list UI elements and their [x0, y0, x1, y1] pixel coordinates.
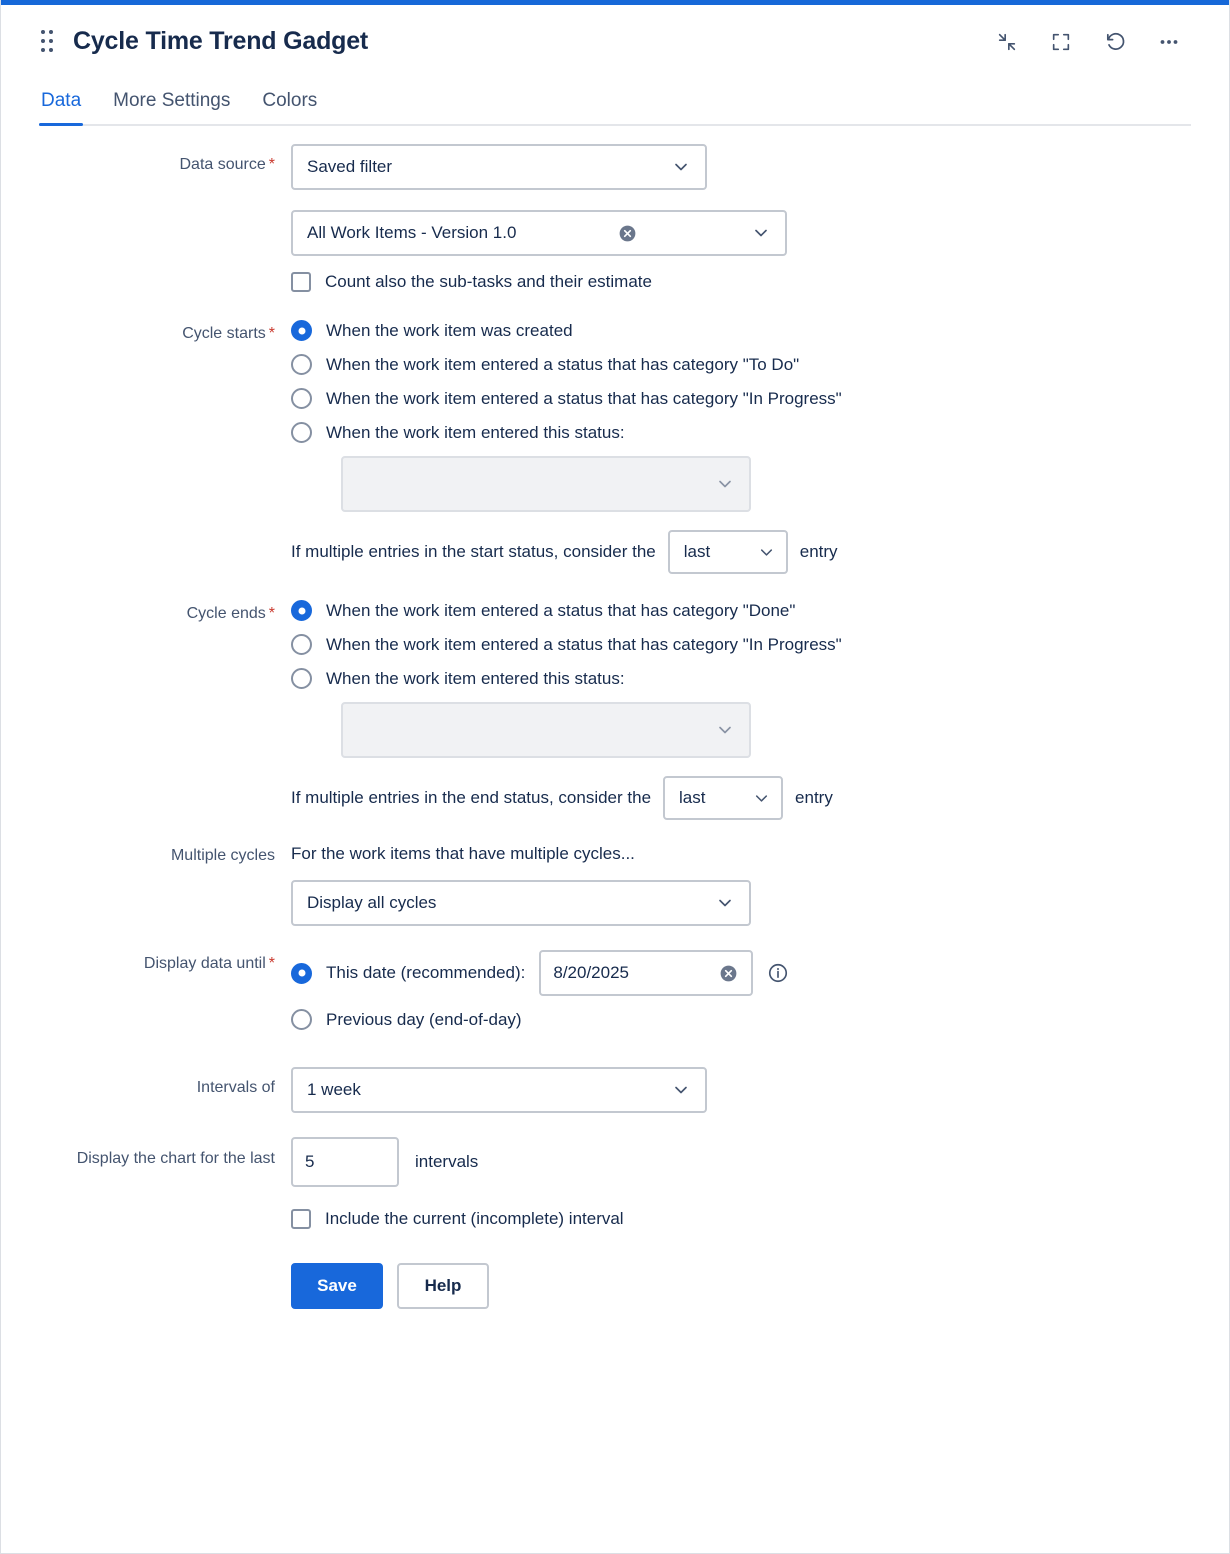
info-icon[interactable]: [767, 962, 789, 984]
gadget-header: [1, 5, 1229, 62]
cycle-starts-status-wrap: [341, 456, 1191, 512]
cycle-ends-option-2-label: When the work item entered this status:: [326, 668, 625, 688]
config-form: [1, 126, 1229, 1363]
row-multiple-cycles: [39, 844, 1191, 926]
label-multiple-cycles: [39, 844, 291, 867]
display-until-date-label: This date (recommended):: [326, 963, 526, 982]
display-until-date-value: 8/20/2025: [553, 963, 630, 982]
label-cycle-ends: [39, 600, 291, 625]
label-intervals-of: [39, 1067, 291, 1099]
cycle-starts-option-0-label: When the work item was created: [326, 320, 573, 340]
cycle-starts-status-select[interactable]: [341, 456, 751, 512]
cycle-starts-option-2-label: When the work item entered a status that has category "In Progress": [326, 388, 842, 408]
subtasks-checkbox-label: Count also the sub-tasks and their estimate: [325, 272, 652, 291]
header-actions: [993, 28, 1205, 56]
page-title: Cycle Time Trend Gadget: [73, 27, 369, 55]
chevron-down-icon: [715, 474, 735, 494]
label-data-source: [39, 144, 291, 176]
row-data-source: [39, 144, 1191, 292]
cycle-ends-option-0-label: When the work item entered a status that has category "Done": [326, 600, 796, 620]
chevron-down-icon: [757, 543, 776, 562]
chevron-down-icon: [715, 893, 735, 913]
label-display-data-until: [39, 950, 291, 975]
radio-cycle-ends-done[interactable]: [291, 600, 312, 621]
radio-cycle-starts-created[interactable]: [291, 320, 312, 341]
label-chart-last: [39, 1137, 291, 1170]
save-button[interactable]: Save: [291, 1263, 383, 1309]
fullscreen-icon[interactable]: [1047, 28, 1075, 56]
label-multiple-cycles-text: Multiple cycles: [170, 847, 275, 864]
data-source-type-value: Saved filter: [307, 157, 393, 176]
cycle-starts-option-todo[interactable]: [291, 354, 1191, 375]
cycle-starts-option-created[interactable]: [291, 320, 1191, 341]
include-current-interval-checkbox[interactable]: [291, 1209, 311, 1229]
cycle-starts-option-1-label: When the work item entered a status that has category "To Do": [326, 354, 800, 374]
cycle-ends-option-status[interactable]: [291, 668, 1191, 689]
collapse-icon[interactable]: [993, 28, 1021, 56]
subtasks-checkbox-row[interactable]: [291, 272, 1191, 292]
cycle-ends-status-select[interactable]: [341, 702, 751, 758]
radio-cycle-starts-status[interactable]: [291, 422, 312, 443]
include-current-interval-label: Include the current (incomplete) interval: [325, 1209, 624, 1228]
data-source-type-select[interactable]: [291, 144, 707, 190]
required-asterisk: *: [268, 955, 275, 972]
required-asterisk: *: [268, 605, 275, 622]
cycle-starts-multiple-entries: [291, 530, 1191, 574]
cycle-starts-entry-value: last: [683, 542, 711, 561]
chart-last-value: 5: [305, 1152, 315, 1171]
chevron-down-icon: [751, 223, 771, 243]
cycle-ends-status-wrap: [341, 702, 1191, 758]
label-intervals-of-text: Intervals of: [196, 1079, 275, 1096]
cycle-ends-option-inprogress[interactable]: [291, 634, 1191, 655]
radio-cycle-ends-status[interactable]: [291, 668, 312, 689]
radio-cycle-starts-inprogress[interactable]: [291, 388, 312, 409]
radio-cycle-ends-inprogress[interactable]: [291, 634, 312, 655]
cycle-ends-multiple-suffix: entry: [795, 788, 833, 807]
radio-display-until-this-date[interactable]: [291, 963, 312, 984]
chevron-down-icon: [715, 720, 735, 740]
cycle-starts-multiple-suffix: entry: [799, 542, 838, 561]
tab-more-settings[interactable]: More Settings: [113, 90, 231, 111]
intervals-of-value: 1 week: [307, 1080, 361, 1099]
required-asterisk: *: [268, 156, 275, 173]
drag-handle-icon[interactable]: [41, 31, 59, 53]
label-cycle-ends-text: Cycle ends: [186, 605, 266, 622]
label-display-data-until-text: Display data until: [143, 955, 266, 972]
required-asterisk: *: [268, 325, 275, 342]
refresh-icon[interactable]: [1101, 28, 1129, 56]
row-display-data-until: [39, 950, 1191, 1043]
display-until-previous-day-label: Previous day (end-of-day): [326, 1009, 522, 1029]
intervals-of-select[interactable]: [291, 1067, 707, 1113]
help-button[interactable]: Help: [397, 1263, 489, 1309]
tab-bar: [39, 70, 1191, 126]
saved-filter-value: All Work Items - Version 1.0: [307, 223, 517, 242]
multiple-cycles-value: Display all cycles: [307, 893, 437, 912]
include-current-interval-row[interactable]: [291, 1209, 1191, 1229]
display-until-this-date-row[interactable]: [291, 950, 1191, 996]
chart-last-line: [291, 1137, 1191, 1187]
chevron-down-icon: [671, 157, 691, 177]
cycle-ends-entry-select[interactable]: [663, 776, 783, 820]
saved-filter-select[interactable]: [291, 210, 787, 256]
label-cycle-starts-text: Cycle starts: [182, 325, 266, 342]
display-until-date-input[interactable]: [539, 950, 753, 996]
cycle-starts-option-3-label: When the work item entered this status:: [326, 422, 625, 442]
cycle-starts-option-inprogress[interactable]: [291, 388, 1191, 409]
tab-colors[interactable]: Colors: [262, 90, 318, 111]
cycle-starts-multiple-prefix: If multiple entries in the start status, consider the: [291, 542, 656, 561]
cycle-ends-option-done[interactable]: [291, 600, 1191, 621]
clear-icon[interactable]: [718, 963, 739, 984]
cycle-ends-entry-value: last: [679, 788, 706, 807]
row-cycle-ends: [39, 600, 1191, 824]
radio-display-until-previous-day[interactable]: [291, 1009, 312, 1030]
form-actions: [291, 1263, 1191, 1309]
row-intervals-of: [39, 1067, 1191, 1113]
row-chart-last-intervals: [39, 1137, 1191, 1309]
label-chart-last-text: Display the chart for the last: [76, 1150, 275, 1167]
multiple-cycles-select[interactable]: [291, 880, 751, 926]
cycle-ends-multiple-entries: [291, 776, 1191, 820]
cycle-ends-multiple-prefix: If multiple entries in the end status, consider the: [291, 788, 652, 807]
label-cycle-starts: [39, 320, 291, 345]
subtasks-checkbox[interactable]: [291, 272, 311, 292]
cycle-starts-entry-select[interactable]: [668, 530, 788, 574]
tab-data[interactable]: Data: [39, 84, 83, 124]
more-options-icon[interactable]: [1155, 28, 1183, 56]
display-until-previous-day-row[interactable]: [291, 1009, 1191, 1030]
chart-last-unit: intervals: [415, 1152, 479, 1171]
cycle-ends-option-1-label: When the work item entered a status that has category "In Progress": [326, 634, 842, 654]
cycle-starts-option-status[interactable]: [291, 422, 1191, 443]
chart-last-input[interactable]: [291, 1137, 399, 1187]
multiple-cycles-description: For the work items that have multiple cycles...: [291, 844, 635, 863]
chevron-down-icon: [671, 1080, 691, 1100]
chevron-down-icon: [752, 789, 771, 808]
radio-cycle-starts-todo[interactable]: [291, 354, 312, 375]
clear-icon[interactable]: [617, 223, 638, 244]
row-cycle-starts: [39, 320, 1191, 578]
label-data-source-text: Data source: [179, 156, 266, 173]
